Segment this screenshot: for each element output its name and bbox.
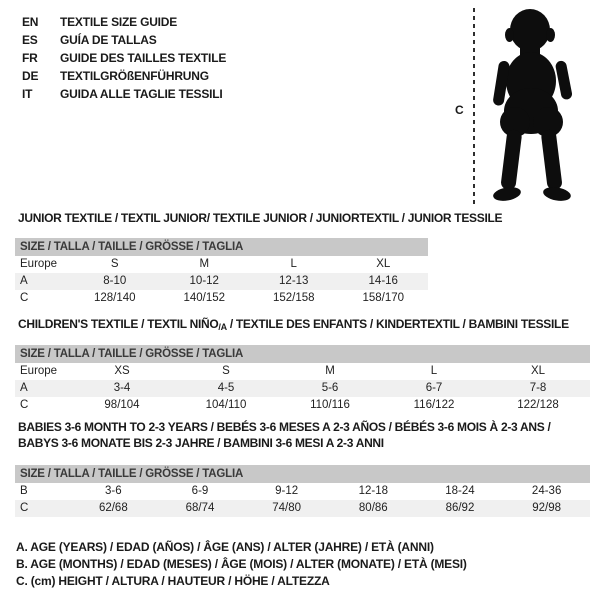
junior-table-title: JUNIOR TEXTILE / TEXTIL JUNIOR/ TEXTILE JUNIOR / JUNIORTEXTIL / JUNIOR TESSILE [18, 211, 503, 225]
value-cell: 9-12 [275, 485, 299, 497]
value-cell: 3-6 [105, 485, 122, 497]
value-cell: 3-4 [113, 382, 131, 394]
table-row [15, 483, 590, 500]
row-label: C [20, 399, 29, 411]
size-cell: L [290, 258, 297, 270]
row-label: Europe [20, 365, 58, 377]
size-header-bar: SIZE / TALLA / TAILLE / GRÖSSE / TAGLIA [15, 238, 428, 256]
value-cell: 74/80 [272, 502, 302, 514]
title-text: CHILDREN'S TEXTILE / TEXTIL NIÑO [18, 317, 219, 331]
row-label: A [20, 382, 28, 394]
size-header-bar: SIZE / TALLA / TAILLE / GRÖSSE / TAGLIA [15, 465, 590, 483]
value-cell: 6-7 [425, 382, 443, 394]
value-cell: 110/116 [310, 399, 350, 411]
value-cell: 5-6 [321, 382, 339, 394]
value-cell: 8-10 [103, 275, 127, 287]
children-table-title [18, 317, 569, 332]
language-title: GUÍA DE TALLAS [60, 33, 157, 47]
row-label: B [20, 485, 28, 497]
size-cell: S [110, 258, 119, 270]
size-cell: M [199, 258, 210, 270]
language-title: GUIDE DES TAILLES TEXTILE [60, 51, 227, 65]
size-cell: XS [114, 365, 130, 377]
value-cell: 158/170 [362, 292, 405, 304]
value-cell: 18-24 [445, 485, 475, 497]
babies-table-title [18, 419, 578, 451]
language-title: TEXTILE SIZE GUIDE [60, 15, 178, 29]
value-cell: 10-12 [189, 275, 219, 287]
value-cell: 86/92 [445, 502, 475, 514]
value-cell: 140/152 [183, 292, 226, 304]
value-cell: 62/68 [98, 502, 128, 514]
value-cell: 24-36 [531, 485, 562, 497]
language-code: FR [22, 51, 38, 65]
height-measure-dashed-line [473, 8, 475, 206]
language-code: DE [22, 69, 39, 83]
title-subscript: /A [218, 322, 227, 332]
table-row [15, 380, 590, 397]
language-row [22, 13, 226, 31]
language-row [22, 67, 226, 85]
value-cell: 12-18 [358, 485, 388, 497]
value-cell: 98/104 [104, 399, 140, 411]
row-label: C [20, 502, 29, 514]
value-cell: 68/74 [185, 502, 215, 514]
value-cell: 152/158 [272, 292, 315, 304]
size-cell: XL [376, 258, 391, 270]
row-label: A [20, 275, 28, 287]
footnote-c: C. (cm) HEIGHT / ALTURA / HAUTEUR / HÖHE / ALTEZZA [16, 574, 330, 588]
value-cell: 104/110 [205, 399, 247, 411]
junior-size-table [15, 238, 428, 307]
size-cell: XL [530, 365, 546, 377]
value-cell: 14-16 [368, 275, 398, 287]
toddler-silhouette-icon [480, 6, 586, 208]
language-row [22, 31, 226, 49]
language-title: TEXTILGRÖßENFÜHRUNG [60, 69, 209, 83]
footnote-legend [16, 539, 467, 590]
height-measure-label: C [455, 103, 464, 117]
language-list [22, 13, 226, 103]
row-label: Europe [20, 258, 58, 270]
language-row [22, 49, 226, 67]
table-row [15, 363, 590, 380]
value-cell: 122/128 [517, 399, 559, 411]
value-cell: 6-9 [191, 485, 209, 497]
value-cell: 80/86 [358, 502, 388, 514]
value-cell: 7-8 [529, 382, 547, 394]
table-row [15, 500, 590, 517]
size-header-bar: SIZE / TALLA / TAILLE / GRÖSSE / TAGLIA [15, 345, 590, 363]
row-label: C [20, 292, 29, 304]
language-code: EN [22, 15, 39, 29]
table-row [15, 397, 590, 414]
table-row [15, 256, 428, 273]
babies-size-table [15, 465, 590, 517]
value-cell: 4-5 [217, 382, 235, 394]
title-line: BABYS 3-6 MONATE BIS 2-3 JAHRE / BAMBINI 3-6 MESI A 2-3 ANNI [18, 436, 384, 450]
size-cell: S [222, 365, 230, 377]
table-row [15, 290, 428, 307]
size-cell: M [325, 365, 335, 377]
size-cell: L [430, 365, 438, 377]
children-size-table [15, 345, 590, 414]
value-cell: 116/122 [413, 399, 455, 411]
language-code: ES [22, 33, 38, 47]
footnote-b: B. AGE (MONTHS) / EDAD (MESES) / ÂGE (MOIS) / ALTER (MONATE) / ETÀ (MESI) [16, 557, 467, 571]
language-row [22, 85, 226, 103]
value-cell: 128/140 [93, 292, 136, 304]
language-title: GUIDA ALLE TAGLIE TESSILI [60, 87, 223, 101]
footnote-a: A. AGE (YEARS) / EDAD (AÑOS) / ÂGE (ANS) / ALTER (JAHRE) / ETÀ (ANNI) [16, 540, 434, 554]
title-line: BABIES 3-6 MONTH TO 2-3 YEARS / BEBÉS 3-6 MESES A 2-3 AÑOS / BÉBÉS 3-6 MOIS À 2-3 ANS / [18, 420, 551, 434]
language-code: IT [22, 87, 33, 101]
table-row [15, 273, 428, 290]
title-text: / TEXTILE DES ENFANTS / KINDERTEXTIL / BAMBINI TESSILE [226, 317, 569, 331]
value-cell: 12-13 [279, 275, 309, 287]
value-cell: 92/98 [532, 502, 562, 514]
